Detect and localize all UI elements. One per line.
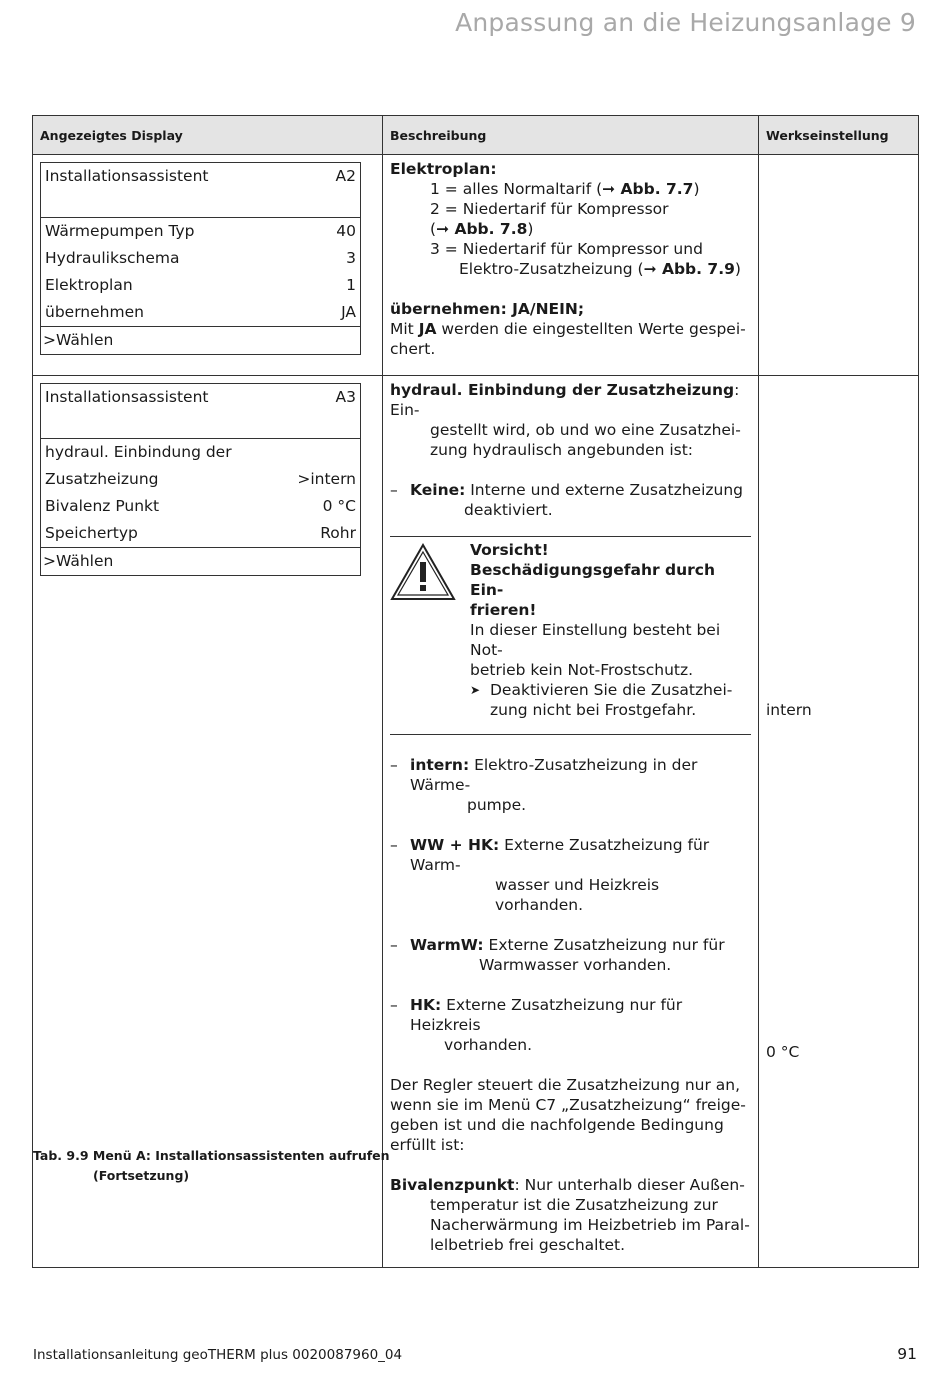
lcd-item (41, 272, 360, 299)
lcd-display-a3 (40, 383, 361, 576)
display-cell (33, 376, 383, 1268)
lcd-display-a2 (40, 162, 361, 355)
lcd-item-value: 0 °C (322, 497, 356, 515)
elektroplan-option-1: 1 = alles Normaltarif (➞ Abb. 7.7) (430, 180, 700, 198)
elektroplan-option-2: 2 = Niedertarif für Kompressor (430, 200, 669, 218)
warning-text: In dieser Einstellung besteht bei Not- (470, 621, 721, 659)
figure-reference[interactable]: ➞ Abb. 7.8 (436, 220, 528, 238)
table-caption: Tab. 9.9 Menü A: Installationsassistenten aufrufen (Fortsetzung) (33, 1148, 390, 1183)
intro-text: hydraul. Einbindung der Zusatzheizung: Ein- (390, 381, 740, 419)
lcd-item-label: Speichertyp (45, 524, 138, 542)
figure-reference[interactable]: ➞ Abb. 7.9 (643, 260, 735, 278)
lcd-item (41, 218, 360, 245)
default-cell (759, 376, 919, 1268)
default-cell (759, 155, 919, 376)
option-intern: – intern: Elektro-Zusatzheizung in der Wärme- pumpe. (390, 756, 698, 814)
lcd-item-label: hydraul. Einbindung der (45, 443, 232, 461)
column-header-display: Angezeigtes Display (33, 116, 383, 155)
elektroplan-option-3: 3 = Niedertarif für Kompressor und (430, 240, 703, 258)
intro-text-cont: zung hydraulisch angebunden ist: (430, 441, 694, 459)
lcd-item-value: 40 (336, 222, 356, 240)
option-ww-hk: – WW + HK: Externe Zusatzheizung für Warm- wasser und Heizkreis vorhanden. (390, 836, 710, 914)
elektroplan-heading: Elektroplan: (390, 160, 497, 178)
table-header-row (33, 116, 919, 155)
lcd-item-label: Bivalenz Punkt (45, 497, 160, 515)
lcd-title-row (41, 384, 360, 439)
lcd-item-value: 1 (346, 276, 356, 294)
display-cell (33, 155, 383, 376)
lcd-item (41, 299, 360, 326)
description-cell: hydraul. Einbindung der Zusatzheizung: Ein- gestellt wird, ob und wo eine Zusatzhei- zung hydraulisch angebunden ist: – Keine: Interne und externe Zusatzheizung deaktiviert. Vorsicht! Beschädigungsgefahr durch Ein- frieren! In dieser Einstellung besteht bei Not- betrieb kein Not-Frostschutz. ➤ Deaktivieren Sie die Zusatzhei- zung nicht bei Frostgefahr. – intern: Elektro-Zusatzheizung in der Wärme- pumpe. – WW + HK: Externe Zusatzheizung für Warm- wasser und Heizkreis vorhanden. – WarmW: Externe Zusatzheizung nur für Warmwasser vorhanden. – HK: Externe Zusatzheizung nur für Heizkreis vorhanden. Der Regler steuert die Zusatzheizung nur an, wenn sie im Menü C7 „Zusatzheizung“ freige- geben ist und die nachfolgende Bedingung erfüllt ist: Bivalenzpunkt: Nur unterhalb dieser Außen- temperatur ist die Zusatzheizung zur Nacherwärmung im Heizbetrieb im Paral- lelbetrieb frei geschaltet. (383, 376, 759, 1268)
lcd-item-label: Zusatzheizung (45, 470, 159, 488)
warning-subtitle: Beschädigungsgefahr durch Ein- (470, 561, 716, 599)
lcd-select-label: >Wählen (43, 552, 114, 570)
lcd-title: Installationsassistent (45, 388, 209, 406)
warning-box: Vorsicht! Beschädigungsgefahr durch Ein- frieren! In dieser Einstellung besteht bei Not- betrieb kein Not-Frostschutz. ➤ Deaktivieren Sie die Zusatzhei- zung nicht bei Frostgefahr. (390, 536, 751, 735)
lcd-item (41, 245, 360, 272)
default-value-intern: intern (766, 701, 812, 719)
default-value-bivalenz: 0 °C (766, 1043, 800, 1061)
warning-title: Vorsicht! (470, 541, 549, 559)
lcd-code: A3 (335, 388, 356, 406)
description-cell (383, 155, 759, 376)
table-row (33, 155, 919, 376)
bivalenzpunkt-text: Bivalenzpunkt: Nur unterhalb dieser Außen- (390, 1176, 745, 1194)
intro-text-cont: gestellt wird, ob und wo eine Zusatzhei- (430, 421, 741, 439)
default-value (759, 155, 918, 169)
lcd-select-row (41, 326, 360, 354)
lcd-code: A2 (335, 167, 356, 185)
lcd-item (41, 439, 360, 466)
lcd-title: Installationsassistent (45, 167, 209, 185)
regler-text: Der Regler steuert die Zusatzheizung nur an, (390, 1076, 741, 1094)
column-header-default: Werkseinstellung (759, 116, 919, 155)
table-row (33, 376, 919, 1268)
elektroplan-option-2-ref: (➞ Abb. 7.8) (430, 220, 534, 238)
lcd-item-label: Hydraulikschema (45, 249, 180, 267)
lcd-select-row (41, 547, 360, 575)
footer-document-title: Installationsanleitung geoTHERM plus 0020087960_04 (33, 1347, 403, 1363)
lcd-item-value: Rohr (320, 524, 356, 542)
accept-heading: übernehmen: JA/NEIN; (390, 300, 585, 318)
lcd-title-row (41, 163, 360, 218)
settings-table (32, 115, 919, 1268)
warning-action: ➤ Deaktivieren Sie die Zusatzhei- zung nicht bei Frostgefahr. (470, 681, 733, 719)
lcd-item-label: übernehmen (45, 303, 144, 321)
lcd-item-value: >intern (297, 470, 356, 488)
option-keine: – Keine: Interne und externe Zusatzheizung deaktiviert. (390, 481, 744, 519)
lcd-item (41, 520, 360, 547)
option-warmw: – WarmW: Externe Zusatzheizung nur für Warmwasser vorhanden. (390, 936, 725, 974)
arrow-icon: ➤ (470, 683, 481, 697)
lcd-select-label: >Wählen (43, 331, 114, 349)
lcd-item-label: Elektroplan (45, 276, 133, 294)
option-hk: – HK: Externe Zusatzheizung nur für Heizkreis vorhanden. (390, 996, 683, 1054)
lcd-item-value: JA (341, 303, 356, 321)
accept-text-cont: chert. (390, 340, 436, 358)
lcd-item-value: 3 (346, 249, 356, 267)
accept-text: Mit JA werden die eingestellten Werte gespei- (390, 320, 746, 338)
lcd-item (41, 466, 360, 493)
lcd-item (41, 493, 360, 520)
warning-triangle-icon (390, 540, 470, 720)
lcd-item-label: Wärmepumpen Typ (45, 222, 195, 240)
page-header-title: Anpassung an die Heizungsanlage 9 (455, 8, 916, 37)
column-header-description: Beschreibung (383, 116, 759, 155)
page-number: 91 (897, 1345, 917, 1363)
elektroplan-option-3-cont: Elektro-Zusatzheizung (➞ Abb. 7.9) (459, 260, 741, 278)
figure-reference[interactable]: ➞ Abb. 7.7 (602, 180, 694, 198)
